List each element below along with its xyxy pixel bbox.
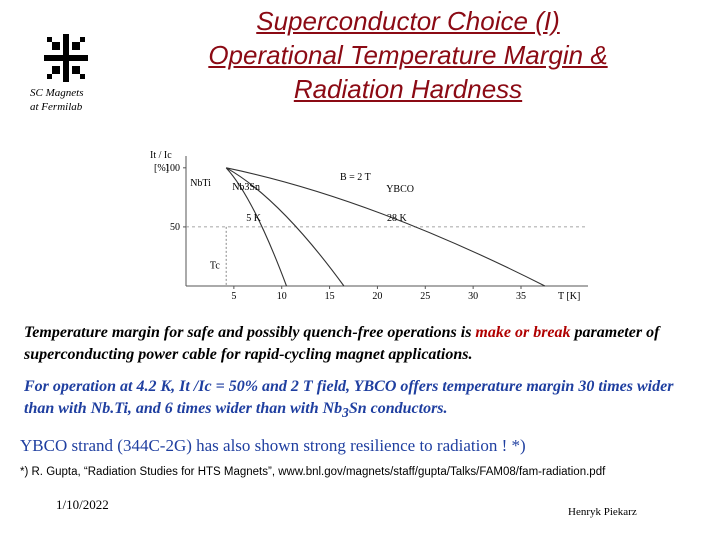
y-tick-label: 50 xyxy=(170,221,180,233)
slide-author: Henryk Piekarz xyxy=(568,506,637,518)
make-or-break-highlight: make or break xyxy=(475,324,571,341)
reference-footnote: *) R. Gupta, “Radiation Studies for HTS Magnets”, www.bnl.gov/magnets/staff/gupta/Talks/FAM08/fam-radiation.pdf xyxy=(20,466,606,478)
title-line1: Superconductor Choice (I) xyxy=(256,6,560,36)
slide-title xyxy=(130,4,686,106)
nb3sn-label: Nb3Sn xyxy=(232,181,260,193)
comparison-text1: For operation at 4.2 K, It /Ic = 50% and 2 T field, YBCO offers temperature margin 30 times wider than with Nb.Ti, and 6 times wider than with Nb xyxy=(24,378,674,417)
field-annotation: B = 2 T xyxy=(340,172,371,183)
ybco-comparison-paragraph xyxy=(24,376,704,424)
temperature-margin-chart xyxy=(148,148,592,308)
fermilab-logo-icon xyxy=(44,34,88,82)
logo-caption-line2: at Fermilab xyxy=(30,101,83,113)
margin-paragraph-text1: Temperature margin for safe and possibly quench-free operations is xyxy=(24,324,476,341)
x-tick-label: 35 xyxy=(516,291,526,302)
title-line2: Operational Temperature Margin & xyxy=(208,40,608,70)
logo-caption-line1: SC Magnets xyxy=(30,87,84,99)
x-tick-label: 30 xyxy=(468,291,479,302)
radiation-resilience-text: YBCO strand (344C-2G) has also shown strong resilience to radiation ! *) xyxy=(20,436,526,455)
x-tick-label: 10 xyxy=(276,291,287,302)
annotation-28k: 28 K xyxy=(387,212,407,224)
x-tick-label: 5 xyxy=(231,291,237,302)
x-tick-label: 15 xyxy=(324,291,335,302)
annotation-5k: 5 K xyxy=(246,212,262,224)
y-axis-label-line2: [%] xyxy=(154,163,169,174)
margin-paragraph-text2: parameter of superconducting power cable for rapid-cycling magnet applications. xyxy=(24,324,660,363)
x-axis-label: T [K] xyxy=(558,291,581,302)
comparison-text2: Sn conductors. xyxy=(348,400,448,417)
y-axis-label-line1: It / Ic xyxy=(150,150,172,161)
logo-caption xyxy=(30,86,110,114)
y-tick-label: 100 xyxy=(165,162,180,174)
title-line3: Radiation Hardness xyxy=(293,74,523,104)
margin-paragraph xyxy=(24,322,694,366)
annotation-tc: Tc xyxy=(209,260,220,272)
subscript-3: 3 xyxy=(342,405,349,421)
ybco-label: YBCO xyxy=(386,183,414,195)
x-tick-label: 25 xyxy=(420,291,431,302)
nbti-label: NbTi xyxy=(190,177,211,189)
slide-date: 1/10/2022 xyxy=(56,497,109,512)
x-tick-label: 20 xyxy=(372,291,383,302)
